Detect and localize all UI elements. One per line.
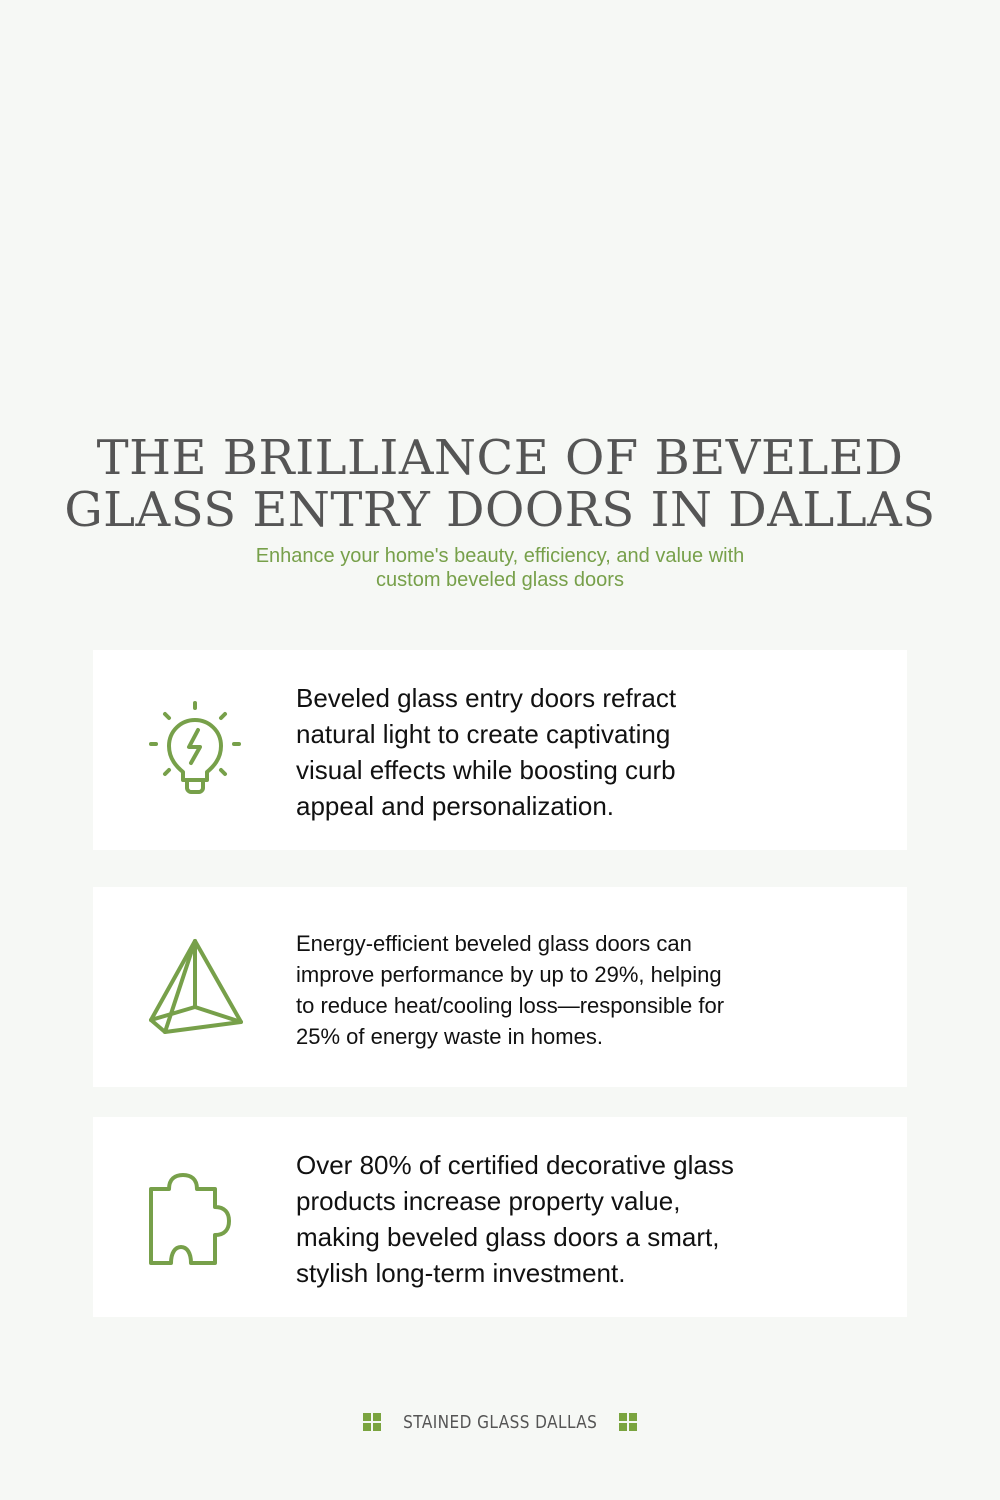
page-title — [0, 432, 1000, 536]
puzzle-piece-icon — [143, 1167, 247, 1271]
info-card-line: products increase property value, — [296, 1186, 681, 1216]
info-card-line: making beveled glass doors a smart, — [296, 1222, 720, 1252]
info-card-line: 25% of energy waste in homes. — [296, 1024, 603, 1049]
info-card-text — [296, 680, 816, 824]
brand-logo-text: STAINED GLASS DALLAS — [402, 1411, 598, 1433]
page-subtitle — [0, 544, 1000, 592]
info-card-line: appeal and personalization. — [296, 791, 615, 821]
info-card-line: improve performance by up to 29%, helping — [296, 962, 722, 987]
info-card-line: Energy-efficient beveled glass doors can — [296, 931, 692, 956]
page-subtitle-line: Enhance your home's beauty, efficiency, and value with — [255, 545, 745, 567]
page-title-line: GLASS ENTRY DOORS IN DALLAS — [64, 482, 936, 538]
info-card-line: visual effects while boosting curb — [296, 755, 676, 785]
window-grid-icon — [363, 1413, 381, 1431]
info-card-line: stylish long-term investment. — [296, 1258, 626, 1288]
pyramid-icon — [143, 937, 247, 1041]
info-card-text — [296, 1147, 816, 1291]
lightbulb-icon — [143, 700, 247, 804]
page-title-line: THE BRILLIANCE OF BEVELED — [96, 430, 904, 486]
info-card-line: to reduce heat/cooling loss—responsible for — [296, 993, 725, 1018]
page-subtitle-line: custom beveled glass doors — [376, 569, 624, 591]
info-card-light — [93, 650, 907, 850]
info-card-line: Beveled glass entry doors refract — [296, 683, 677, 713]
info-card-line: natural light to create captivating — [296, 719, 671, 749]
info-card-line: Over 80% of certified decorative glass — [296, 1150, 734, 1180]
info-card-value — [93, 1117, 907, 1317]
info-card-text — [296, 928, 816, 1052]
window-grid-icon — [619, 1413, 637, 1431]
brand-logo — [0, 1408, 1000, 1438]
info-card-energy — [93, 887, 907, 1087]
